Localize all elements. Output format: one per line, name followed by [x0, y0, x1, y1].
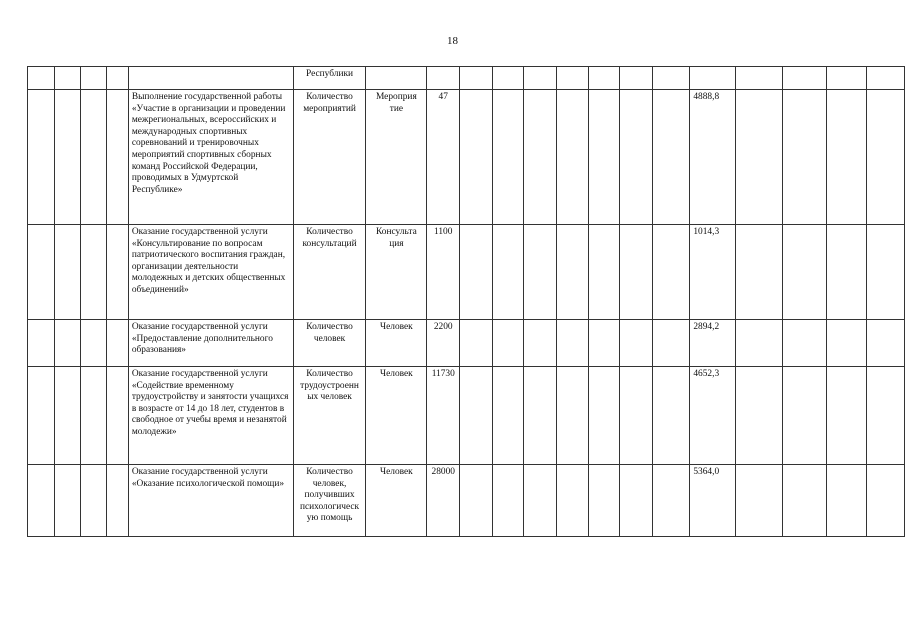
table-cell — [826, 320, 866, 367]
table-row — [28, 225, 905, 320]
table-cell — [782, 67, 826, 90]
table-cell — [460, 320, 493, 367]
service-name-cell: Оказание государственной услуги «Содействие временному трудоустройству и занятости учащихся в возрасте от 14 до 18 лет, студентов в свободное от учебы время и незанятой молодежи» — [128, 367, 293, 465]
amount-cell: 1014,3 — [690, 225, 736, 320]
table-cell — [867, 367, 905, 465]
table-cell — [54, 225, 81, 320]
table-cell — [690, 67, 736, 90]
table-cell — [28, 90, 55, 225]
table-cell — [736, 67, 782, 90]
table-cell — [557, 320, 589, 367]
table-cell — [826, 465, 866, 537]
table-cell — [782, 90, 826, 225]
table-cell — [826, 225, 866, 320]
table-cell — [620, 320, 653, 367]
service-name-cell: Оказание государственной услуги «Оказание психологической помощи» — [128, 465, 293, 537]
table-row — [28, 465, 905, 537]
table-cell — [826, 90, 866, 225]
table-cell — [81, 67, 107, 90]
table-cell — [107, 320, 129, 367]
table-cell — [782, 465, 826, 537]
table-row — [28, 320, 905, 367]
table-cell — [652, 67, 690, 90]
table-cell — [867, 67, 905, 90]
table-cell — [557, 90, 589, 225]
table-cell — [492, 320, 524, 367]
value-cell: 1100 — [427, 225, 460, 320]
table-cell — [588, 90, 620, 225]
table-cell — [557, 225, 589, 320]
table-cell — [557, 67, 589, 90]
service-name-cell: Выполнение государственной работы «Участие в организации и проведении межрегиональных, всероссийских и международных спортивных соревнований и тренировочных мероприятий спортивных сборных команд Российской Федерации, проводимых в Удмуртской Республике» — [128, 90, 293, 225]
value-cell: 11730 — [427, 367, 460, 465]
table-cell — [460, 465, 493, 537]
table-cell — [54, 90, 81, 225]
table-row — [28, 367, 905, 465]
value-cell: 47 — [427, 90, 460, 225]
table-cell — [81, 225, 107, 320]
table-cell — [460, 225, 493, 320]
table-cell — [492, 367, 524, 465]
table-cell — [81, 90, 107, 225]
table-cell — [427, 67, 460, 90]
table-cell — [28, 367, 55, 465]
amount-cell: 2894,2 — [690, 320, 736, 367]
table-cell — [588, 67, 620, 90]
table-cell — [620, 67, 653, 90]
table-cell — [460, 367, 493, 465]
table-cell — [524, 367, 557, 465]
table-cell — [524, 67, 557, 90]
service-name-cell: Оказание государственной услуги «Консультирование по вопросам патриотического воспитания граждан, организации деятельности молодежных и детских общественных объединений» — [128, 225, 293, 320]
table-cell — [460, 90, 493, 225]
table-cell — [652, 367, 690, 465]
table-cell — [81, 367, 107, 465]
table-cell — [826, 67, 866, 90]
table-cell — [557, 367, 589, 465]
unit-cell: Человек — [366, 320, 427, 367]
amount-cell: 4888,8 — [690, 90, 736, 225]
table-cell — [28, 465, 55, 537]
value-cell: 2200 — [427, 320, 460, 367]
table-cell — [128, 67, 293, 90]
table-cell — [524, 225, 557, 320]
table-cell — [107, 225, 129, 320]
table-cell — [107, 67, 129, 90]
table-cell — [492, 225, 524, 320]
table-cell — [54, 367, 81, 465]
table-cell — [620, 367, 653, 465]
table-cell — [736, 90, 782, 225]
table-cell — [652, 225, 690, 320]
table-cell — [492, 67, 524, 90]
table-cell — [524, 90, 557, 225]
table-cell — [81, 320, 107, 367]
table-cell — [736, 320, 782, 367]
table-cell — [652, 90, 690, 225]
budget-table — [27, 66, 905, 537]
table-cell — [782, 225, 826, 320]
table-cell — [620, 225, 653, 320]
table-cell — [557, 465, 589, 537]
table-cell — [736, 367, 782, 465]
table-cell — [54, 67, 81, 90]
table-cell — [107, 367, 129, 465]
table-cell — [28, 67, 55, 90]
table-cell — [81, 465, 107, 537]
page-number: 18 — [447, 35, 458, 47]
table-cell — [652, 320, 690, 367]
table-cell — [867, 225, 905, 320]
table-cell — [782, 367, 826, 465]
indicator-cell: Количество человек, получивших психологическ ую помощь — [293, 465, 366, 537]
table-cell — [28, 320, 55, 367]
table-cell — [867, 90, 905, 225]
table-cell — [867, 465, 905, 537]
table-cell — [524, 465, 557, 537]
table-cell — [366, 67, 427, 90]
table-cell — [492, 90, 524, 225]
table-cell — [492, 465, 524, 537]
indicator-cell: Количество консультаций — [293, 225, 366, 320]
table-cell — [524, 320, 557, 367]
table-cell — [867, 320, 905, 367]
table-row — [28, 67, 905, 90]
table-cell — [736, 225, 782, 320]
unit-cell: Консульта ция — [366, 225, 427, 320]
table-cell — [620, 465, 653, 537]
table-cell — [588, 225, 620, 320]
table-cell — [736, 465, 782, 537]
amount-cell: 4652,3 — [690, 367, 736, 465]
unit-cell: Мероприя тие — [366, 90, 427, 225]
table-cell — [588, 367, 620, 465]
table-cell — [460, 67, 493, 90]
unit-cell: Человек — [366, 465, 427, 537]
table-cell — [588, 465, 620, 537]
value-cell: 28000 — [427, 465, 460, 537]
table-cell — [54, 320, 81, 367]
service-name-cell: Оказание государственной услуги «Предоставление дополнительного образования» — [128, 320, 293, 367]
table-cell — [54, 465, 81, 537]
table-cell — [28, 225, 55, 320]
table-cell — [107, 465, 129, 537]
indicator-cell: Республики — [293, 67, 366, 90]
table-cell — [652, 465, 690, 537]
unit-cell: Человек — [366, 367, 427, 465]
table-cell — [826, 367, 866, 465]
table-row — [28, 90, 905, 225]
indicator-cell: Количество трудоустроенн ых человек — [293, 367, 366, 465]
amount-cell: 5364,0 — [690, 465, 736, 537]
table-cell — [588, 320, 620, 367]
indicator-cell: Количество мероприятий — [293, 90, 366, 225]
table-cell — [107, 90, 129, 225]
table-cell — [782, 320, 826, 367]
indicator-cell: Количество человек — [293, 320, 366, 367]
table-cell — [620, 90, 653, 225]
